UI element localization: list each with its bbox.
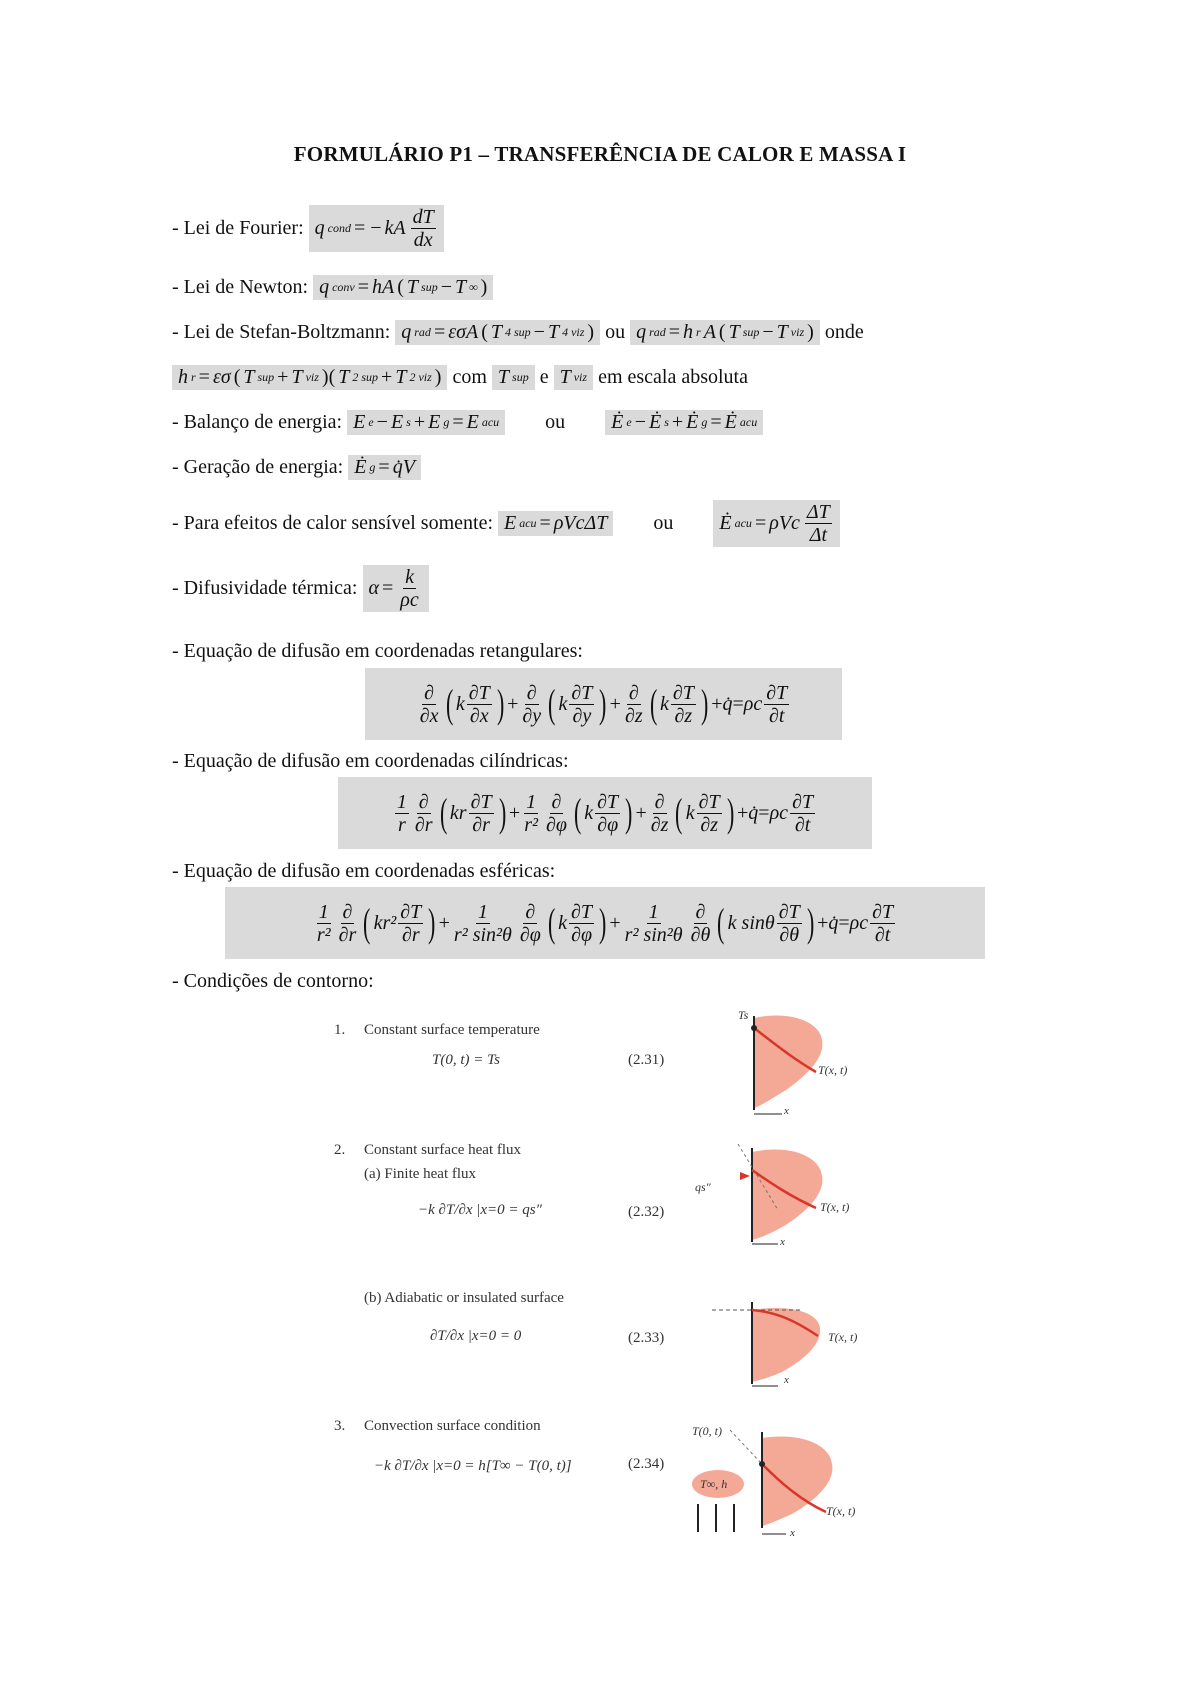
bc2a-equation: −k ∂T/∂x |x=0 = qs″ — [418, 1202, 542, 1218]
com-text: com — [452, 366, 487, 388]
hr-line — [172, 365, 748, 390]
fourier-formula: q cond = − kA $\frac{dT}{dx}$ — [309, 205, 444, 252]
ret-label: - Equação de difusão em coordenadas retangulares: — [172, 640, 583, 662]
stefan-line — [172, 320, 864, 345]
bc2b-equation: ∂T/∂x |x=0 = 0 — [430, 1328, 522, 1344]
fourier-line — [172, 205, 444, 252]
esf-label: - Equação de difusão em coordenadas esféricas: — [172, 860, 556, 882]
bc3-label-tinf-h: T∞, h — [700, 1477, 728, 1491]
difusividade-label: - Difusividade térmica: — [172, 577, 358, 599]
ret-line — [172, 640, 583, 663]
sensivel-rate-formula: Ė acu = ρVc $\frac{\Delta T}{\Delta t}$ — [713, 500, 839, 547]
tviz-symbol: T viz — [554, 365, 593, 390]
geracao-line — [172, 455, 421, 480]
bc2a-solid-region — [752, 1149, 822, 1240]
bc3-label-t0t: T(0, t) — [692, 1424, 722, 1438]
bc3-ref: (2.34) — [628, 1456, 665, 1472]
bc2a-label-qs: qs″ — [695, 1180, 711, 1194]
bc3-surface-point — [759, 1461, 765, 1467]
bc2a-label-txt: T(x, t) — [820, 1200, 850, 1214]
bc2a-label-x: x — [780, 1236, 785, 1248]
cil-equation: $\frac{1}{r}$ $\frac{\partial}{\partial r}$ ( kr $\frac{\partial T}{\partial r}$ ) + $\frac{1}{\text{r²}}$ $\frac{\partial}{\partial\varphi}$ ( k $\frac{\partial T}{\partial\varphi}$ ) + $\frac{\partial}{\partial z}$ ( k $\frac{\partial T}{\partial z}$ ) + q̇ = ρc $\frac{\partial T}{\partial t}$ — [338, 777, 872, 849]
bc3-title: Convection surface condition — [364, 1418, 541, 1434]
bc3-solid-region — [762, 1436, 832, 1526]
bc3-label-txt: T(x, t) — [826, 1504, 856, 1518]
bc1-title: Constant surface temperature — [364, 1022, 540, 1038]
bc2-number: 2. — [334, 1142, 346, 1158]
bc2b-label-txt: T(x, t) — [828, 1330, 858, 1344]
bc1-label-txt: T(x, t) — [818, 1063, 848, 1077]
sensivel-line — [172, 500, 840, 547]
newton-line — [172, 275, 493, 300]
geracao-label: - Geração de energia: — [172, 456, 344, 478]
stefan-formula: q rad = εσA ( T 4 sup − T 4 viz ) — [395, 320, 600, 345]
cil-label: - Equação de difusão em coordenadas cilíndricas: — [172, 750, 569, 772]
ou-1: ou — [605, 321, 626, 343]
bc3-equation: −k ∂T/∂x |x=0 = h[T∞ − T(0, t)] — [374, 1458, 572, 1474]
page-title: FORMULÁRIO P1 – TRANSFERÊNCIA DE CALOR E MASSA I — [293, 142, 907, 166]
sensivel-formula: E acu = ρVcΔT — [498, 511, 613, 536]
difusividade-line — [172, 565, 429, 612]
bc2a-title: (a) Finite heat flux — [364, 1166, 477, 1182]
bc1-solid-region — [754, 1015, 822, 1108]
balanco-rate-formula: Ė e − Ė s + Ė g = Ė acu — [605, 410, 763, 435]
bc3-number: 3. — [334, 1418, 346, 1434]
bc1-label-ts: Ts — [738, 1008, 749, 1022]
onde-text: onde — [824, 321, 864, 343]
cil-line — [172, 750, 569, 773]
bc1-equation: T(0, t) = Ts — [432, 1052, 500, 1068]
ou-2: ou — [545, 411, 566, 433]
tsup-symbol: T sup — [492, 365, 535, 390]
contorno-label: - Condições de contorno: — [172, 970, 374, 992]
e-text: e — [539, 366, 549, 388]
hr-formula: h r = εσ ( T sup + T viz )( T 2 sup + T 2 viz ) — [172, 365, 447, 390]
bc2b-title: (b) Adiabatic or insulated surface — [364, 1290, 564, 1306]
fourier-label: - Lei de Fourier: — [172, 217, 304, 239]
balanco-line — [172, 410, 763, 435]
newton-label: - Lei de Newton: — [172, 276, 309, 298]
escala-text: em escala absoluta — [598, 366, 748, 388]
ret-equation: $\frac{\partial}{\partial x}$ ( k $\frac{\partial T}{\partial x}$ ) + $\frac{\partial}{\partial y}$ ( k $\frac{\partial T}{\partial y}$ ) + $\frac{\partial}{\partial z}$ ( k $\frac{\partial T}{\partial z}$ ) + q̇ = ρc $\frac{\partial T}{\partial t}$ — [365, 668, 842, 740]
bc1-surface-point — [751, 1025, 757, 1031]
ou-3: ou — [653, 512, 674, 534]
stefan-label: - Lei de Stefan-Boltzmann: — [172, 321, 391, 343]
bc2-title: Constant surface heat flux — [364, 1142, 522, 1158]
bc2b-ref: (2.33) — [628, 1330, 665, 1346]
esf-equation: $\frac{1}{\text{r²}}$ $\frac{\partial}{\partial r}$ ( kr² $\frac{\partial T}{\partial r}$ ) + $\frac{1}{\text{r² sin²θ}}$ $\frac{\partial}{\partial\varphi}$ ( k $\frac{\partial T}{\partial\varphi}$ ) + $\frac{1}{\text{r² sin²θ}}$ $\frac{\partial}{\partial\theta}$ ( k sinθ $\frac{\partial T}{\partial\theta}$ ) + q̇ = ρc $\frac{\partial T}{\partial t}$ — [225, 887, 985, 959]
contorno-line — [172, 970, 374, 993]
bc3-label-x: x — [790, 1527, 795, 1539]
balanco-formula: E e − E s + E g = E acu — [347, 410, 505, 435]
bc2a-flux-arrow — [740, 1172, 750, 1180]
sensivel-label: - Para efeitos de calor sensível somente: — [172, 512, 493, 534]
bc1-ref: (2.31) — [628, 1052, 665, 1068]
bc1-number: 1. — [334, 1022, 346, 1038]
esf-line — [172, 860, 555, 883]
bc2b-label-x: x — [784, 1374, 789, 1386]
bc1-label-x: x — [784, 1105, 789, 1117]
difusividade-formula: α = $\frac{k}{\rho c}$ — [363, 565, 429, 612]
bc1-diagram — [730, 1010, 870, 1120]
bc2a-ref: (2.32) — [628, 1204, 665, 1220]
bc3-tangent-line — [730, 1430, 760, 1462]
geracao-formula: Ė g = q̇V — [348, 455, 421, 480]
stefan-linear-formula: q rad = h r A ( T sup − T viz ) — [630, 320, 820, 345]
balanco-label: - Balanço de energia: — [172, 411, 343, 433]
bc2a-diagram — [730, 1140, 870, 1250]
newton-formula: q conv = hA ( T sup − T ∞ ) — [313, 275, 493, 300]
